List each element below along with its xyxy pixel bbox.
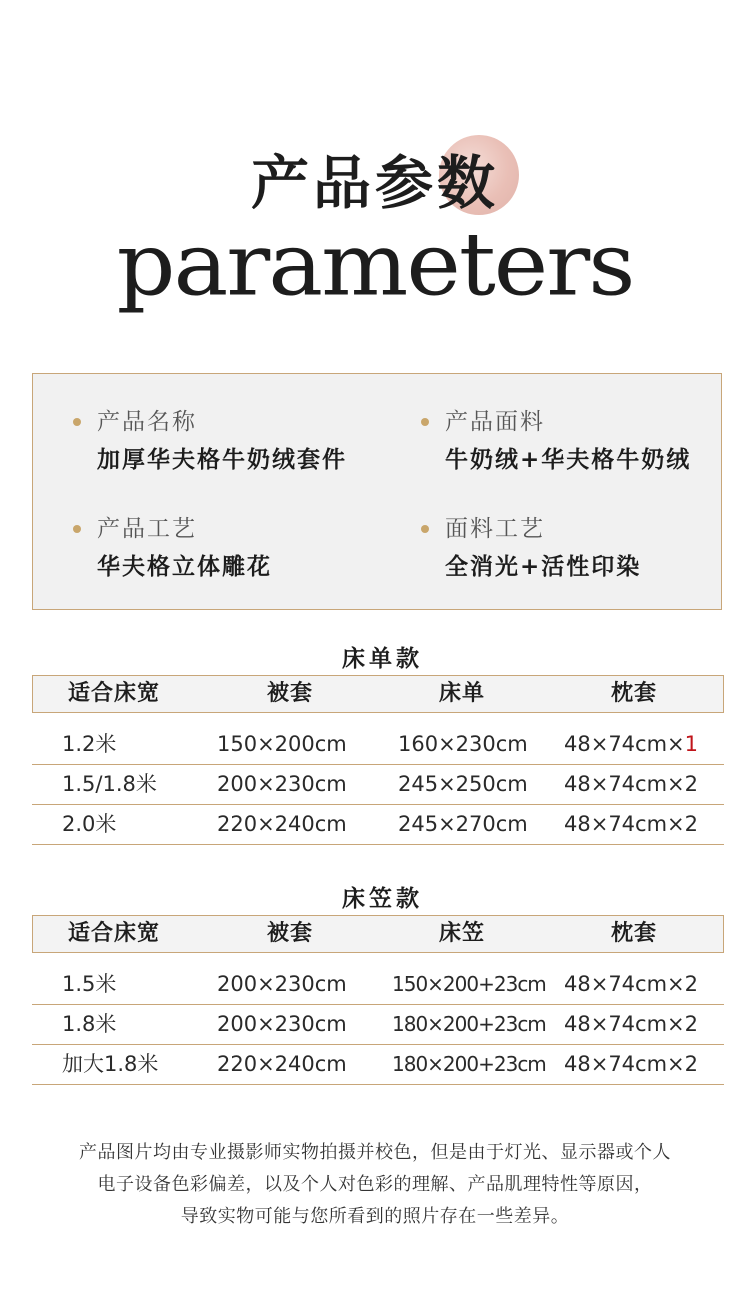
fitted-table-title: 床笠款 <box>342 886 423 912</box>
page-title: 产品参数 <box>250 149 499 217</box>
sheet-size-table <box>32 675 724 847</box>
sheet-table-title: 床单款 <box>342 646 423 672</box>
table-cell: 2.0米 <box>62 812 117 836</box>
column-header: 适合床宽 <box>67 921 160 946</box>
disclaimer-line: 电子设备色彩偏差，以及个人对色彩的理解、产品肌理特性等原因， <box>97 1174 653 1195</box>
table-cell: 200×230cm <box>217 772 347 796</box>
table-cell: 200×230cm <box>217 1012 347 1036</box>
table-cell <box>564 725 698 763</box>
table-row <box>32 1005 724 1045</box>
table-cell: 220×240cm <box>217 812 347 836</box>
info-value: 牛奶绒+华夫格牛奶绒 <box>445 447 692 473</box>
column-header: 枕套 <box>610 681 657 706</box>
info-label: 面料工艺 <box>445 516 545 542</box>
table-cell: 48×74cm×2 <box>564 1052 698 1076</box>
column-header: 被套 <box>266 681 313 706</box>
table-cell: 180×200+23cm <box>392 1012 546 1036</box>
table-cell: 245×250cm <box>398 772 528 796</box>
table-cell: 160×230cm <box>398 732 528 756</box>
disclaimer-line: 产品图片均由专业摄影师实物拍摄并校色，但是由于灯光、显示器或个人 <box>79 1142 671 1163</box>
table-row <box>32 805 724 845</box>
bullet-dot-icon <box>73 525 81 533</box>
info-label: 产品面料 <box>445 409 545 435</box>
product-info-panel <box>32 373 722 610</box>
table-cell: 1.2米 <box>62 732 117 756</box>
column-header: 适合床宽 <box>67 681 160 706</box>
disclaimer-line: 导致实物可能与您所看到的照片存在一些差异。 <box>180 1206 570 1227</box>
table-cell: 48×74cm×2 <box>564 972 698 996</box>
column-header: 枕套 <box>610 921 657 946</box>
fitted-size-table <box>32 915 724 1087</box>
bullet-dot-icon <box>421 525 429 533</box>
column-header: 床笠 <box>438 921 485 946</box>
bullet-dot-icon <box>73 418 81 426</box>
table-cell: 1.8米 <box>62 1012 117 1036</box>
info-value: 加厚华夫格牛奶绒套件 <box>97 447 347 473</box>
table-cell: 加大1.8米 <box>62 1052 159 1076</box>
table-cell: 180×200+23cm <box>392 1052 546 1076</box>
table-cell: 1.5/1.8米 <box>62 772 157 796</box>
table-cell: 200×230cm <box>217 972 347 996</box>
page-title-english: parameters <box>116 213 634 316</box>
info-label: 产品工艺 <box>97 516 197 542</box>
table-row <box>32 1045 724 1085</box>
info-value: 华夫格立体雕花 <box>97 554 272 580</box>
table-cell: 1.5米 <box>62 972 117 996</box>
table-cell: 245×270cm <box>398 812 528 836</box>
column-header: 床单 <box>438 681 485 706</box>
table-row <box>32 765 724 805</box>
bullet-dot-icon <box>421 418 429 426</box>
table-row <box>32 965 724 1005</box>
info-value: 全消光+活性印染 <box>445 554 642 580</box>
table-cell: 150×200+23cm <box>392 972 546 996</box>
table-row <box>32 725 724 765</box>
table-cell: 150×200cm <box>217 732 347 756</box>
table-header <box>32 915 724 953</box>
table-cell: 220×240cm <box>217 1052 347 1076</box>
highlight-number: 1 <box>684 732 699 756</box>
info-label: 产品名称 <box>97 409 197 435</box>
table-cell-text: 48×74cm× <box>564 732 685 756</box>
title-block <box>0 0 750 330</box>
table-cell: 48×74cm×2 <box>564 1012 698 1036</box>
table-cell: 48×74cm×2 <box>564 772 698 796</box>
column-header: 被套 <box>266 921 313 946</box>
disclaimer-note <box>0 1137 750 1233</box>
table-cell: 48×74cm×2 <box>564 812 698 836</box>
table-header <box>32 675 724 713</box>
